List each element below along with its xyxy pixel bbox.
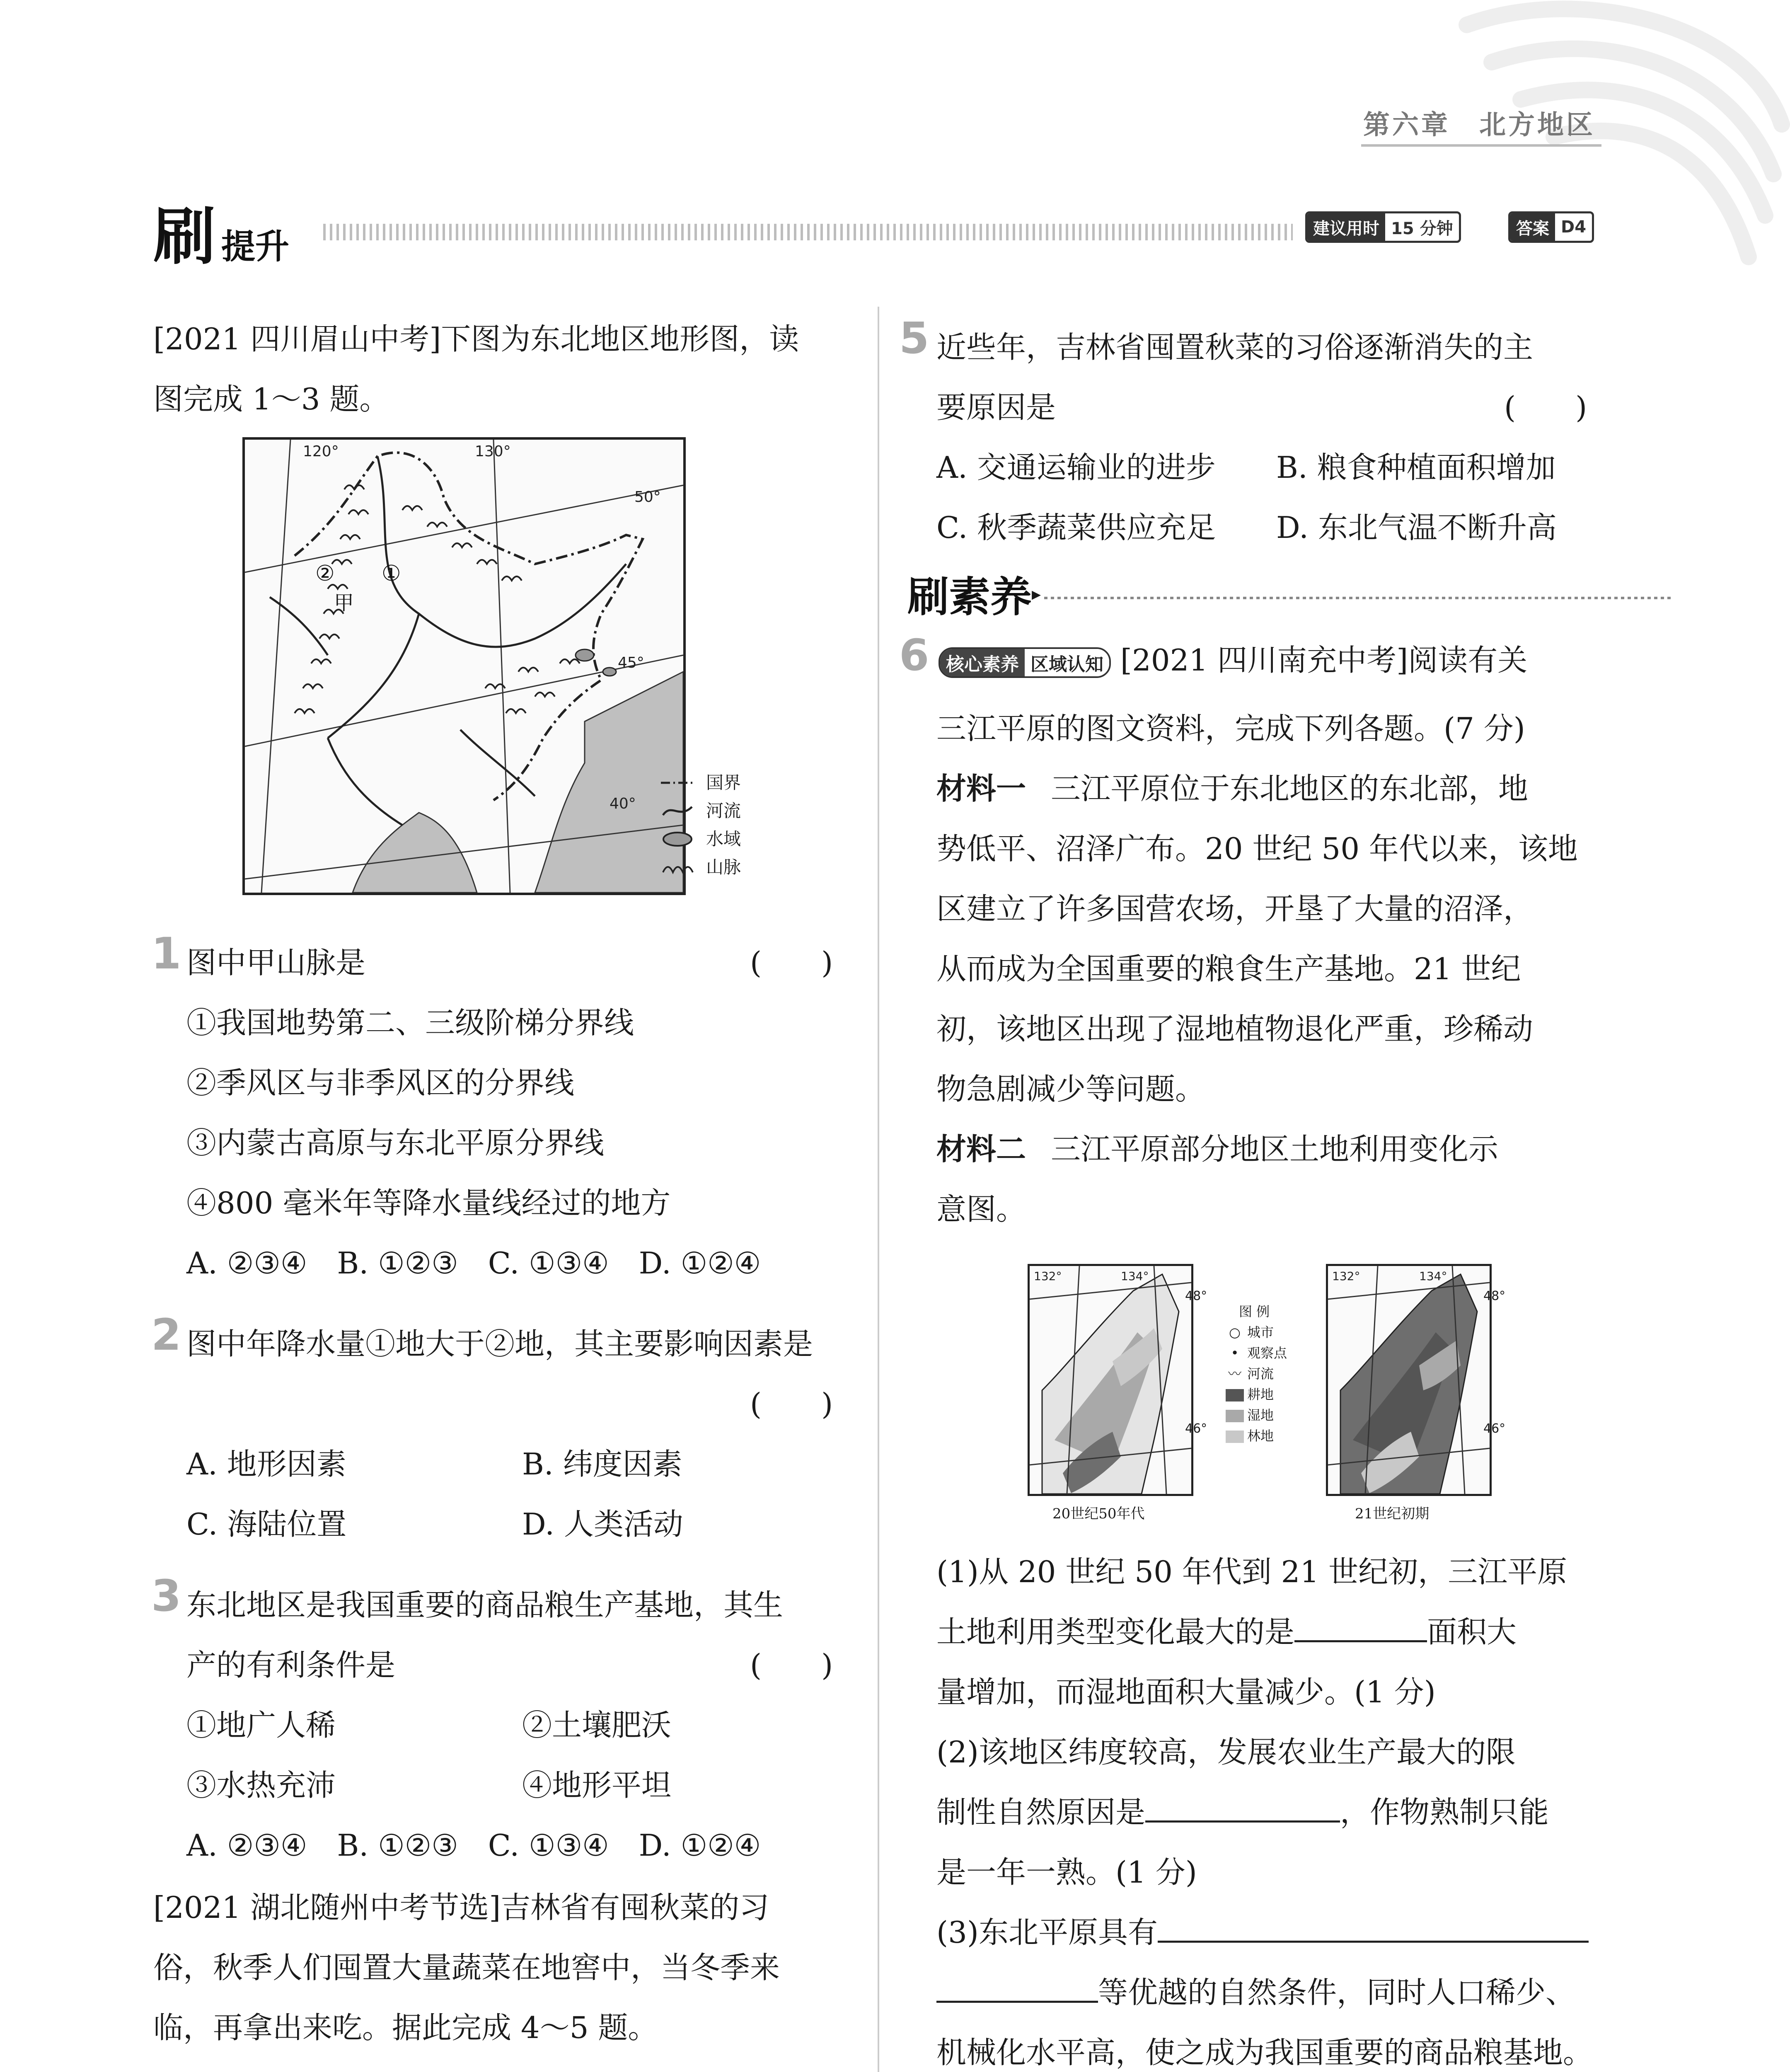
q5-stem-2: 要原因是: [936, 390, 1056, 425]
legend-water: [659, 825, 741, 853]
legend-forest: [1222, 1426, 1287, 1446]
q3-item-4: ④地形平坦: [522, 1768, 672, 1803]
map1950-lon132: 132°: [1034, 1269, 1062, 1283]
q6-intro: 三江平原的图文资料，完成下列各题。(7 分): [936, 711, 1525, 746]
q6-p1-text-a: 土地利用类型变化最大的是: [936, 1615, 1295, 1649]
legend-city: ○ 城市: [1229, 1324, 1274, 1340]
suyang-title: 刷素养: [907, 573, 1032, 621]
q6-p3-blank-2[interactable]: [936, 1978, 1098, 2003]
q6-badge: [939, 647, 1111, 678]
map2000-lon134: 134°: [1419, 1269, 1447, 1283]
map2000-lon132: 132°: [1332, 1269, 1360, 1283]
legend-river-label: 河流: [706, 801, 741, 821]
answer-value: D4: [1555, 213, 1592, 241]
q6-p3-line1: [936, 1908, 1589, 1951]
q2-stem: 图中年降水量①地大于②地，其主要影响因素是: [186, 1326, 813, 1361]
legend-observation-label: 观察点: [1247, 1345, 1287, 1361]
q3-answer-paren[interactable]: ( ): [750, 1648, 833, 1682]
section-title-big: 刷: [153, 201, 216, 273]
q6-p2-line3: 是一年一熟。(1 分): [936, 1855, 1197, 1890]
q2-option-a: A. 地形因素: [186, 1447, 346, 1481]
q6-p1-text-b: 面积大: [1427, 1615, 1517, 1649]
q5-option-c: C. 秋季蔬菜供应充足: [936, 510, 1216, 545]
q6-p1-line3: 量增加，而湿地面积大量减少。(1 分): [936, 1675, 1436, 1709]
map-lat-40: 40°: [610, 795, 636, 812]
q1-options: A. ②③④ B. ①②③ C. ①③④ D. ①②④: [186, 1246, 761, 1280]
material2-text1: 三江平原部分地区土地利用变化示: [1051, 1132, 1499, 1167]
time-tag: [1305, 211, 1461, 243]
chapter-underline: [1361, 144, 1601, 147]
map-legend: [659, 769, 741, 881]
q6-material1-line3: 区建立了许多国营农场，开垦了大量的沼泽，: [936, 891, 1534, 926]
q3-stem-2: 产的有利条件是: [186, 1648, 396, 1682]
map2000-lat48: 48°: [1483, 1289, 1506, 1303]
q2-option-d: D. 人类活动: [522, 1507, 683, 1542]
q5-option-b: B. 粮食种植面积增加: [1276, 450, 1556, 485]
landuse-legend: [1222, 1301, 1287, 1446]
intro2-line1: [2021 湖北随州中考节选]吉林省有囤秋菜的习: [153, 1890, 769, 1925]
legend-farmland: [1222, 1384, 1287, 1405]
legend-city-label: 城市: [1247, 1324, 1274, 1340]
column-divider: [878, 307, 879, 2072]
legend-river2-label: 河流: [1247, 1366, 1274, 1382]
q6-p2-text-b: ，作物熟制只能: [1340, 1795, 1549, 1830]
q6-source: [2021 四川南充中考]阅读有关: [1120, 643, 1528, 678]
badge-core-literacy: 核心素养: [940, 649, 1025, 676]
suyang-arrow-icon: ▸: [1032, 583, 1041, 605]
q6-p1-line1: (1)从 20 世纪 50 年代到 21 世纪初，三江平原: [936, 1554, 1567, 1589]
q3-stem: 东北地区是我国重要的商品粮生产基地，其生: [186, 1588, 784, 1622]
q3-item-3: ③水热充沛: [186, 1768, 336, 1803]
q1-item-2: ②季风区与非季风区的分界线: [186, 1065, 575, 1100]
answer-tag: [1508, 211, 1594, 243]
q2-number: 2: [151, 1310, 181, 1360]
q6-p1-line2: [936, 1608, 1517, 1651]
map-label-2: ②: [315, 561, 335, 586]
legend-water-label: 水域: [706, 829, 741, 849]
q1-item-1: ①我国地势第二、三级阶梯分界线: [186, 1005, 634, 1040]
legend-border: [659, 769, 741, 797]
q6-p2-line1: (2)该地区纬度较高，发展农业生产最大的限: [936, 1735, 1516, 1769]
legend-wetland-label: 湿地: [1247, 1407, 1274, 1423]
q6-material2-line2: 意图。: [936, 1192, 1026, 1227]
map1950-lat48: 48°: [1185, 1289, 1207, 1303]
map-lon-120: 120°: [303, 443, 339, 460]
northeast-terrain-map: [242, 437, 686, 895]
q3-item-1: ①地广人稀: [186, 1708, 336, 1743]
legend-mountain: [659, 853, 741, 881]
legend-mountain-label: 山脉: [706, 857, 741, 877]
time-label: 建议用时: [1307, 213, 1385, 241]
q3-options: A. ②③④ B. ①②③ C. ①③④ D. ①②④: [186, 1828, 761, 1863]
map-label-1: ①: [382, 561, 401, 586]
q5-number: 5: [899, 313, 929, 363]
legend-farmland-label: 耕地: [1247, 1387, 1274, 1402]
map1950-lat46: 46°: [1185, 1421, 1207, 1436]
q5-answer-paren[interactable]: ( ): [1504, 390, 1587, 425]
legend-border-label: 国界: [706, 772, 741, 793]
legend-river: [659, 797, 741, 825]
map2000-caption: 21世纪初期: [1355, 1506, 1430, 1522]
q1-item-3: ③内蒙古高原与东北平原分界线: [186, 1126, 605, 1160]
q1-item-4: ④800 毫米年等降水量线经过的地方: [186, 1186, 671, 1220]
q6-number: 6: [899, 630, 929, 680]
q6-p3-line3: 机械化水平高，使之成为我国重要的商品粮基地。: [936, 2035, 1593, 2070]
map1950-caption: 20世纪50年代: [1052, 1506, 1145, 1522]
suyang-dotted-line: [1044, 597, 1674, 599]
q2-answer-paren[interactable]: ( ): [750, 1387, 833, 1421]
q6-p2-blank[interactable]: [1145, 1798, 1340, 1823]
q6-material1-line6: 物急剧减少等问题。: [936, 1072, 1205, 1106]
q6-material1-line2: 势低平、沼泽广布。20 世纪 50 年代以来，该地: [936, 831, 1578, 866]
q3-number: 3: [151, 1571, 181, 1621]
legend-observation: • 观察点: [1231, 1345, 1287, 1361]
q6-p3-blank-1[interactable]: [1158, 1918, 1589, 1943]
legend-wetland: [1222, 1405, 1287, 1426]
q6-material2-line1: [936, 1125, 1498, 1168]
chapter-title: 北方地区: [1479, 109, 1595, 140]
landuse-map-1950s: [1028, 1264, 1193, 1496]
q6-p3-text-b: 等优越的自然条件，同时人口稀少、: [1098, 1975, 1576, 2010]
material1-text1: 三江平原位于东北地区的东北部，地: [1051, 771, 1529, 806]
intro2-line3: 临，再拿出来吃。据此完成 4～5 题。: [153, 2010, 658, 2045]
map-label-jia: 甲: [334, 591, 354, 615]
q6-material1-line5: 初，该地区出现了湿地植物退化严重，珍稀动: [936, 1012, 1534, 1046]
q5-option-d: D. 东北气温不断升高: [1276, 510, 1557, 545]
q6-p3-text-a: (3)东北平原具有: [936, 1915, 1158, 1950]
q1-number: 1: [151, 928, 181, 979]
section-title: [153, 186, 289, 276]
map1950-lon134: 134°: [1121, 1269, 1149, 1283]
map2000-lat46: 46°: [1483, 1421, 1506, 1436]
q6-p2-text-a: 制性自然原因是: [936, 1795, 1146, 1830]
material2-label: 材料二: [936, 1132, 1026, 1167]
time-value: 15 分钟: [1385, 213, 1459, 241]
q3-item-2: ②土壤肥沃: [522, 1708, 672, 1743]
map-lat-45: 45°: [618, 654, 644, 671]
intro1-line1: [2021 四川眉山中考]下图为东北地区地形图，读: [153, 322, 799, 356]
intro1-line2: 图完成 1～3 题。: [153, 382, 389, 416]
answer-label: 答案: [1510, 213, 1555, 241]
intro2-line2: 俗，秋季人们囤置大量蔬菜在地窖中，当冬季来: [153, 1950, 780, 1985]
terrain-map-svg: [245, 440, 683, 893]
q5-stem: 近些年，吉林省囤置秋菜的习俗逐渐消失的主: [936, 330, 1534, 365]
landuse-map-2000s: [1326, 1264, 1492, 1496]
q2-option-b: B. 纬度因素: [522, 1447, 682, 1481]
dotted-rule: [323, 224, 1293, 240]
section-title-small: 提升: [221, 227, 290, 266]
legend-forest-label: 林地: [1247, 1428, 1274, 1444]
q6-p2-line2: [936, 1788, 1549, 1831]
q6-p3-line2: [936, 1968, 1575, 2011]
badge-regional-cognition: 区域认知: [1025, 649, 1109, 676]
chapter-number: 第六章: [1363, 109, 1450, 140]
landuse-legend-title: 图 例: [1239, 1304, 1270, 1319]
q5-option-a: A. 交通运输业的进步: [936, 450, 1216, 485]
map-lon-130: 130°: [475, 443, 511, 460]
q2-option-c: C. 海陆位置: [186, 1507, 347, 1542]
chapter-heading: [1363, 104, 1595, 142]
map-lat-50: 50°: [634, 489, 661, 506]
q6-p1-blank[interactable]: [1294, 1617, 1427, 1642]
q1-answer-paren[interactable]: ( ): [750, 945, 833, 980]
q6-material1-line4: 从而成为全国重要的粮食生产基地。21 世纪: [936, 951, 1521, 986]
q6-material1-line1: [936, 765, 1528, 808]
legend-river2: 〰 河流: [1228, 1366, 1274, 1382]
q6-source-line: [939, 636, 1527, 679]
q1-stem: 图中甲山脉是: [186, 945, 366, 980]
material1-label: 材料一: [936, 771, 1026, 806]
suyang-heading: [907, 564, 1041, 623]
